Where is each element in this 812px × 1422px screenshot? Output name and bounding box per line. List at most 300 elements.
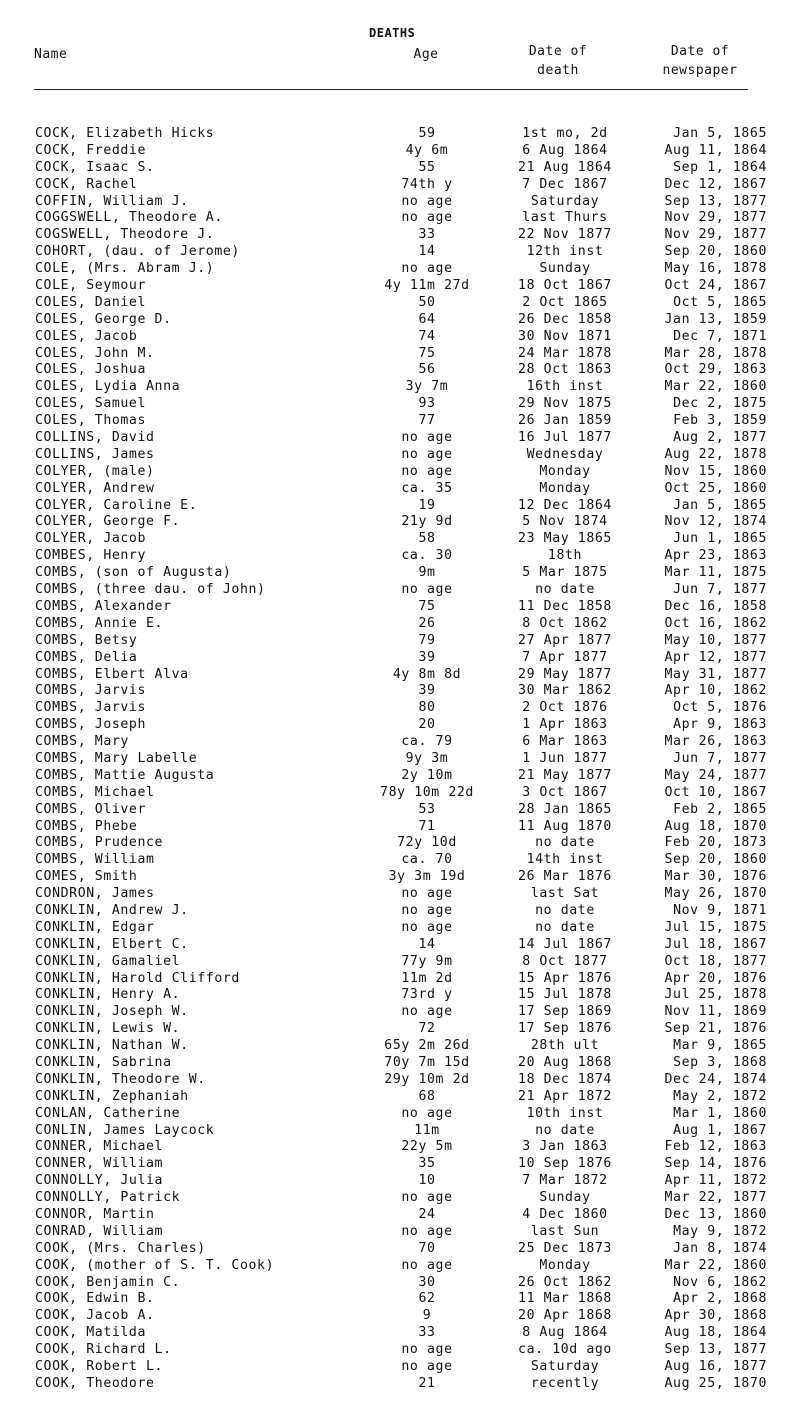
record-date-of-newspaper: Apr 2, 1868 xyxy=(673,1291,767,1307)
record-date-of-newspaper: Mar 22, 1860 xyxy=(664,379,767,395)
record-date-of-death: 12 Dec 1864 xyxy=(518,497,612,513)
record-age: 14 xyxy=(418,244,436,260)
record-name: COLLINS, David xyxy=(35,430,155,446)
record-name: CONNER, Michael xyxy=(35,1139,164,1155)
record-age: no age xyxy=(401,1342,453,1358)
record-date-of-death: no date xyxy=(535,582,595,598)
record-name: COOK, Benjamin C. xyxy=(35,1274,181,1290)
table-row xyxy=(0,768,812,785)
record-date-of-death: 5 Nov 1874 xyxy=(522,514,608,530)
record-name: CONNER, William xyxy=(35,1156,164,1172)
record-name: CONKLIN, Joseph W. xyxy=(35,1004,189,1020)
record-date-of-newspaper: Oct 29, 1863 xyxy=(664,362,767,378)
table-row xyxy=(0,126,812,143)
record-age: 72 xyxy=(418,1021,436,1037)
record-age: no age xyxy=(401,430,453,446)
table-row xyxy=(0,616,812,633)
table-row xyxy=(0,413,812,430)
record-date-of-death: 11 Aug 1870 xyxy=(518,818,612,834)
record-date-of-newspaper: May 9, 1872 xyxy=(673,1223,767,1239)
record-date-of-death: 4 Dec 1860 xyxy=(522,1207,608,1222)
table-row xyxy=(0,667,812,684)
record-date-of-death: 6 Aug 1864 xyxy=(522,142,608,158)
record-date-of-death: last Thurs xyxy=(522,210,608,226)
record-date-of-newspaper: Dec 2, 1875 xyxy=(673,396,767,412)
record-age: no age xyxy=(401,919,453,935)
record-age: 35 xyxy=(418,1156,436,1172)
record-age: 64 xyxy=(418,311,436,327)
table-row xyxy=(0,937,812,954)
record-date-of-newspaper: Feb 20, 1873 xyxy=(664,835,767,851)
record-date-of-death: 18th xyxy=(547,548,583,564)
record-date-of-death: Saturday xyxy=(530,1359,600,1375)
record-date-of-newspaper: Jul 15, 1875 xyxy=(664,919,767,935)
record-date-of-death: 6 Mar 1863 xyxy=(522,734,608,750)
table-row xyxy=(0,447,812,464)
record-name: COMBS, Alexander xyxy=(35,598,172,614)
column-header-name: Name xyxy=(34,47,68,62)
record-name: COMES, Smith xyxy=(35,869,138,885)
record-date-of-death: 21 May 1877 xyxy=(518,767,612,783)
column-header-date-of-death-line-2: death xyxy=(537,63,579,78)
record-age: 11m xyxy=(414,1122,440,1138)
record-age: no age xyxy=(401,886,453,902)
record-date-of-death: 12th inst xyxy=(526,244,604,260)
record-date-of-newspaper: Sep 20, 1860 xyxy=(664,244,767,260)
table-row xyxy=(0,1173,812,1190)
record-name: CONLIN, James Laycock xyxy=(35,1122,215,1138)
record-name: COOK, Matilda xyxy=(35,1325,147,1341)
record-name: COMBES, Henry xyxy=(35,548,147,564)
record-date-of-death: Monday xyxy=(539,1257,591,1273)
record-name: CONNOLLY, Julia xyxy=(35,1173,164,1189)
record-date-of-death: 29 May 1877 xyxy=(518,666,612,682)
table-row xyxy=(0,1123,812,1140)
record-age: no age xyxy=(401,902,453,918)
record-date-of-newspaper: Apr 11, 1872 xyxy=(664,1173,767,1189)
record-date-of-death: 28th ult xyxy=(530,1038,600,1054)
record-date-of-newspaper: Mar 28, 1878 xyxy=(664,345,767,361)
table-row xyxy=(0,1021,812,1038)
table-row xyxy=(0,1139,812,1156)
column-header-age: Age xyxy=(413,47,439,62)
record-date-of-death: 1 Apr 1863 xyxy=(522,717,608,733)
record-date-of-newspaper: Sep 13, 1877 xyxy=(664,1342,767,1358)
record-name: COLE, (Mrs. Abram J.) xyxy=(35,261,215,277)
record-age: 9m xyxy=(418,565,436,581)
record-name: CONKLIN, Henry A. xyxy=(35,987,181,1003)
record-name: COMBS, Jarvis xyxy=(35,683,147,699)
record-date-of-death: 17 Sep 1869 xyxy=(518,1004,612,1020)
table-row xyxy=(0,1190,812,1207)
record-age: 22y 5m xyxy=(401,1139,453,1155)
record-date-of-newspaper: Jul 18, 1867 xyxy=(664,936,767,952)
record-name: CONKLIN, Harold Clifford xyxy=(35,970,240,986)
table-row xyxy=(0,548,812,565)
record-date-of-newspaper: Sep 13, 1877 xyxy=(664,193,767,209)
record-name: COLYER, Andrew xyxy=(35,480,155,496)
record-date-of-newspaper: Jun 7, 1877 xyxy=(673,582,767,598)
record-date-of-newspaper: Mar 11, 1875 xyxy=(664,565,767,581)
table-row xyxy=(0,700,812,717)
record-date-of-newspaper: Aug 18, 1870 xyxy=(664,818,767,834)
record-age: 3y 3m 19d xyxy=(388,869,466,885)
record-date-of-death: 28 Oct 1863 xyxy=(518,362,612,378)
record-date-of-newspaper: Nov 29, 1877 xyxy=(664,210,767,226)
record-age: 9y 3m xyxy=(405,750,449,766)
record-date-of-death: recently xyxy=(530,1375,600,1391)
record-date-of-death: 7 Dec 1867 xyxy=(522,176,608,192)
table-row xyxy=(0,1106,812,1123)
record-date-of-death: 7 Apr 1877 xyxy=(522,649,608,665)
record-date-of-death: 1 Jun 1877 xyxy=(522,750,608,766)
record-age: 11m 2d xyxy=(401,970,453,986)
record-date-of-newspaper: Feb 12, 1863 xyxy=(664,1139,767,1155)
table-row xyxy=(0,1207,812,1224)
record-name: COLLINS, James xyxy=(35,446,155,462)
record-age: 9 xyxy=(422,1308,432,1324)
header-divider xyxy=(34,89,748,90)
record-age: no age xyxy=(401,261,453,277)
record-date-of-newspaper: Dec 12, 1867 xyxy=(664,176,767,192)
record-age: 14 xyxy=(418,936,436,952)
record-date-of-death: 20 Aug 1868 xyxy=(518,1054,612,1070)
record-age: 78y 10m 22d xyxy=(380,784,474,800)
record-name: COMBS, Jarvis xyxy=(35,700,147,716)
record-date-of-death: 29 Nov 1875 xyxy=(518,396,612,412)
record-date-of-death: 11 Dec 1858 xyxy=(518,598,612,614)
record-age: 33 xyxy=(418,1325,436,1341)
record-name: COLYER, (male) xyxy=(35,463,155,479)
record-name: COLYER, Jacob xyxy=(35,531,147,547)
table-row xyxy=(0,1224,812,1241)
record-date-of-newspaper: Aug 1, 1867 xyxy=(673,1122,767,1138)
table-row xyxy=(0,802,812,819)
record-date-of-death: 3 Oct 1867 xyxy=(522,784,608,800)
death-records-list xyxy=(0,126,812,1393)
record-age: 75 xyxy=(418,345,436,361)
record-age: no age xyxy=(401,1105,453,1121)
record-name: COMBS, Mary xyxy=(35,734,129,750)
record-date-of-death: 25 Dec 1873 xyxy=(518,1240,612,1256)
record-date-of-death: 10th inst xyxy=(526,1105,604,1121)
record-name: CONKLIN, Sabrina xyxy=(35,1054,172,1070)
record-date-of-newspaper: Sep 14, 1876 xyxy=(664,1156,767,1172)
table-row xyxy=(0,599,812,616)
record-age: 26 xyxy=(418,615,436,631)
record-name: COMBS, Mattie Augusta xyxy=(35,767,215,783)
record-age: 72y 10d xyxy=(397,835,457,851)
record-date-of-newspaper: Nov 6, 1862 xyxy=(673,1274,767,1290)
record-name: COMBS, Mary Labelle xyxy=(35,750,198,766)
record-date-of-death: 24 Mar 1878 xyxy=(518,345,612,361)
record-date-of-death: no date xyxy=(535,1122,595,1138)
table-row xyxy=(0,227,812,244)
record-date-of-newspaper: May 16, 1878 xyxy=(664,261,767,277)
record-name: COOK, Edwin B. xyxy=(35,1291,155,1307)
record-age: 77y 9m xyxy=(401,953,453,969)
table-row xyxy=(0,346,812,363)
record-name: COCK, Freddie xyxy=(35,142,147,158)
record-date-of-newspaper: Dec 24, 1874 xyxy=(664,1071,767,1087)
table-row xyxy=(0,396,812,413)
table-row xyxy=(0,751,812,768)
table-row xyxy=(0,329,812,346)
record-name: COLYER, George F. xyxy=(35,514,181,530)
record-date-of-death: 10 Sep 1876 xyxy=(518,1156,612,1172)
record-age: no age xyxy=(401,1223,453,1239)
table-row xyxy=(0,1325,812,1342)
record-date-of-death: Sunday xyxy=(539,261,591,277)
record-date-of-death: 5 Mar 1875 xyxy=(522,565,608,581)
record-date-of-death: 23 May 1865 xyxy=(518,531,612,547)
record-age: 29y 10m 2d xyxy=(384,1071,470,1087)
record-name: COCK, Isaac S. xyxy=(35,159,155,175)
record-date-of-newspaper: Aug 18, 1864 xyxy=(664,1325,767,1341)
record-date-of-newspaper: Dec 16, 1858 xyxy=(664,598,767,614)
record-name: COFFIN, William J. xyxy=(35,193,189,209)
record-date-of-newspaper: Aug 16, 1877 xyxy=(664,1359,767,1375)
record-date-of-newspaper: Nov 9, 1871 xyxy=(673,902,767,918)
record-date-of-death: 17 Sep 1876 xyxy=(518,1021,612,1037)
record-date-of-newspaper: Aug 11, 1864 xyxy=(664,142,767,158)
record-age: ca. 35 xyxy=(401,480,453,496)
record-age: no age xyxy=(401,1359,453,1375)
record-date-of-newspaper: Jan 13, 1859 xyxy=(664,311,767,327)
table-row xyxy=(0,683,812,700)
record-name: COOK, Robert L. xyxy=(35,1359,164,1375)
record-date-of-newspaper: Dec 13, 1860 xyxy=(664,1207,767,1222)
record-date-of-newspaper: Jan 5, 1865 xyxy=(673,126,767,141)
record-date-of-newspaper: Nov 12, 1874 xyxy=(664,514,767,530)
record-age: 39 xyxy=(418,649,436,665)
record-date-of-death: 28 Jan 1865 xyxy=(518,801,612,817)
record-date-of-newspaper: Sep 3, 1868 xyxy=(673,1054,767,1070)
record-age: 71 xyxy=(418,818,436,834)
table-row xyxy=(0,954,812,971)
record-age: 59 xyxy=(418,126,436,141)
table-row xyxy=(0,869,812,886)
table-row xyxy=(0,650,812,667)
record-age: no age xyxy=(401,582,453,598)
record-name: COLES, Joshua xyxy=(35,362,147,378)
record-age: 56 xyxy=(418,362,436,378)
record-age: 30 xyxy=(418,1274,436,1290)
record-date-of-newspaper: Nov 29, 1877 xyxy=(664,227,767,243)
record-name: COCK, Rachel xyxy=(35,176,138,192)
table-row xyxy=(0,514,812,531)
record-date-of-newspaper: Sep 20, 1860 xyxy=(664,852,767,868)
table-row xyxy=(0,1291,812,1308)
table-row xyxy=(0,717,812,734)
record-age: 10 xyxy=(418,1173,436,1189)
record-name: COLYER, Caroline E. xyxy=(35,497,198,513)
record-date-of-newspaper: Oct 5, 1876 xyxy=(673,700,767,716)
table-row xyxy=(0,261,812,278)
record-name: CONRAD, William xyxy=(35,1223,164,1239)
record-age: no age xyxy=(401,1004,453,1020)
table-row xyxy=(0,1342,812,1359)
record-age: 50 xyxy=(418,294,436,310)
record-age: no age xyxy=(401,210,453,226)
record-age: 93 xyxy=(418,396,436,412)
record-age: no age xyxy=(401,1257,453,1273)
table-row xyxy=(0,1241,812,1258)
record-date-of-newspaper: Apr 30, 1868 xyxy=(664,1308,767,1324)
record-date-of-newspaper: Dec 7, 1871 xyxy=(673,328,767,344)
record-date-of-death: 11 Mar 1868 xyxy=(518,1291,612,1307)
table-row xyxy=(0,531,812,548)
record-date-of-newspaper: Aug 25, 1870 xyxy=(664,1375,767,1391)
record-age: 74th y xyxy=(401,176,453,192)
record-name: COMBS, Phebe xyxy=(35,818,138,834)
column-header-date-of-death xyxy=(516,42,600,80)
record-date-of-newspaper: Aug 2, 1877 xyxy=(673,430,767,446)
record-date-of-newspaper: Jan 5, 1865 xyxy=(673,497,767,513)
table-row xyxy=(0,920,812,937)
table-row xyxy=(0,244,812,261)
table-row xyxy=(0,852,812,869)
record-name: COOK, Jacob A. xyxy=(35,1308,155,1324)
record-age: ca. 70 xyxy=(401,852,453,868)
record-age: 75 xyxy=(418,598,436,614)
record-name: COMBS, (son of Augusta) xyxy=(35,565,232,581)
record-date-of-death: 18 Dec 1874 xyxy=(518,1071,612,1087)
table-row xyxy=(0,430,812,447)
record-date-of-death: Monday xyxy=(539,463,591,479)
record-date-of-newspaper: May 31, 1877 xyxy=(664,666,767,682)
record-date-of-newspaper: Jan 8, 1874 xyxy=(673,1240,767,1256)
record-age: 4y 8m 8d xyxy=(392,666,462,682)
record-name: CONKLIN, Theodore W. xyxy=(35,1071,206,1087)
table-row xyxy=(0,210,812,227)
record-date-of-death: 16 Jul 1877 xyxy=(518,430,612,446)
record-age: 53 xyxy=(418,801,436,817)
record-date-of-death: 1st mo, 2d xyxy=(522,126,608,141)
record-name: COOK, (mother of S. T. Cook) xyxy=(35,1257,275,1273)
table-row xyxy=(0,835,812,852)
record-age: 21y 9d xyxy=(401,514,453,530)
record-name: CONKLIN, Andrew J. xyxy=(35,902,189,918)
table-row xyxy=(0,312,812,329)
table-row xyxy=(0,582,812,599)
record-date-of-newspaper: Oct 10, 1867 xyxy=(664,784,767,800)
record-date-of-newspaper: Jun 7, 1877 xyxy=(673,750,767,766)
record-date-of-newspaper: Feb 3, 1859 xyxy=(673,413,767,429)
record-date-of-newspaper: May 26, 1870 xyxy=(664,886,767,902)
table-row xyxy=(0,1055,812,1072)
table-row xyxy=(0,160,812,177)
record-age: 2y 10m xyxy=(401,767,453,783)
record-date-of-newspaper: Nov 15, 1860 xyxy=(664,463,767,479)
record-date-of-newspaper: Apr 23, 1863 xyxy=(664,548,767,564)
record-date-of-death: 30 Nov 1871 xyxy=(518,328,612,344)
record-name: COMBS, William xyxy=(35,852,155,868)
record-date-of-death: 21 Apr 1872 xyxy=(518,1088,612,1104)
table-row xyxy=(0,819,812,836)
record-name: COLES, Jacob xyxy=(35,328,138,344)
record-date-of-newspaper: May 24, 1877 xyxy=(664,767,767,783)
record-age: no age xyxy=(401,1190,453,1206)
record-name: CONKLIN, Lewis W. xyxy=(35,1021,181,1037)
record-date-of-newspaper: Apr 20, 1876 xyxy=(664,970,767,986)
record-name: COHORT, (dau. of Jerome) xyxy=(35,244,240,260)
record-date-of-death: 7 Mar 1872 xyxy=(522,1173,608,1189)
record-name: COCK, Elizabeth Hicks xyxy=(35,126,215,141)
record-name: COMBS, Joseph xyxy=(35,717,147,733)
record-age: 80 xyxy=(418,700,436,716)
record-age: 19 xyxy=(418,497,436,513)
record-date-of-death: 16th inst xyxy=(526,379,604,395)
record-name: COLES, John M. xyxy=(35,345,155,361)
record-date-of-newspaper: Apr 10, 1862 xyxy=(664,683,767,699)
record-name: COMBS, (three dau. of John) xyxy=(35,582,266,598)
record-name: COLE, Seymour xyxy=(35,278,147,294)
record-date-of-newspaper: Jun 1, 1865 xyxy=(673,531,767,547)
record-date-of-death: no date xyxy=(535,835,595,851)
table-row xyxy=(0,295,812,312)
record-name: COMBS, Betsy xyxy=(35,632,138,648)
record-date-of-newspaper: Mar 30, 1876 xyxy=(664,869,767,885)
record-date-of-newspaper: Mar 26, 1863 xyxy=(664,734,767,750)
record-date-of-death: 8 Aug 1864 xyxy=(522,1325,608,1341)
table-row xyxy=(0,1258,812,1275)
record-age: 62 xyxy=(418,1291,436,1307)
record-age: 4y 6m xyxy=(405,142,449,158)
column-header-date-of-newspaper-line-2: newspaper xyxy=(662,63,738,78)
record-date-of-newspaper: Mar 9, 1865 xyxy=(673,1038,767,1054)
column-header-date-of-newspaper-line-1: Date of xyxy=(670,44,730,59)
table-row xyxy=(0,1359,812,1376)
record-age: 55 xyxy=(418,159,436,175)
record-name: CONNOR, Martin xyxy=(35,1207,155,1222)
record-name: CONKLIN, Gamaliel xyxy=(35,953,181,969)
table-row xyxy=(0,143,812,160)
record-age: ca. 30 xyxy=(401,548,453,564)
table-row xyxy=(0,1038,812,1055)
record-age: 70y 7m 15d xyxy=(384,1054,470,1070)
record-date-of-newspaper: May 2, 1872 xyxy=(673,1088,767,1104)
record-date-of-newspaper: Mar 22, 1860 xyxy=(664,1257,767,1273)
column-header-date-of-death-line-1: Date of xyxy=(528,44,588,59)
table-row xyxy=(0,177,812,194)
record-name: COLES, Daniel xyxy=(35,294,147,310)
record-name: CONKLIN, Nathan W. xyxy=(35,1038,189,1054)
record-date-of-newspaper: Apr 9, 1863 xyxy=(673,717,767,733)
record-age: 58 xyxy=(418,531,436,547)
table-row xyxy=(0,194,812,211)
record-name: COOK, Theodore xyxy=(35,1375,155,1391)
record-age: 74 xyxy=(418,328,436,344)
table-row xyxy=(0,498,812,515)
record-age: 39 xyxy=(418,683,436,699)
record-date-of-newspaper: Apr 12, 1877 xyxy=(664,649,767,665)
record-date-of-death: 26 Oct 1862 xyxy=(518,1274,612,1290)
record-date-of-newspaper: Sep 21, 1876 xyxy=(664,1021,767,1037)
record-date-of-death: 3 Jan 1863 xyxy=(522,1139,608,1155)
record-name: COLES, Samuel xyxy=(35,396,147,412)
record-name: COMBS, Oliver xyxy=(35,801,147,817)
table-row xyxy=(0,278,812,295)
record-date-of-death: 14th inst xyxy=(526,852,604,868)
table-row xyxy=(0,1089,812,1106)
record-name: CONKLIN, Edgar xyxy=(35,919,155,935)
record-date-of-death: 18 Oct 1867 xyxy=(518,278,612,294)
table-row xyxy=(0,1308,812,1325)
record-date-of-death: Sunday xyxy=(539,1190,591,1206)
record-date-of-newspaper: Oct 5, 1865 xyxy=(673,294,767,310)
record-age: ca. 79 xyxy=(401,734,453,750)
